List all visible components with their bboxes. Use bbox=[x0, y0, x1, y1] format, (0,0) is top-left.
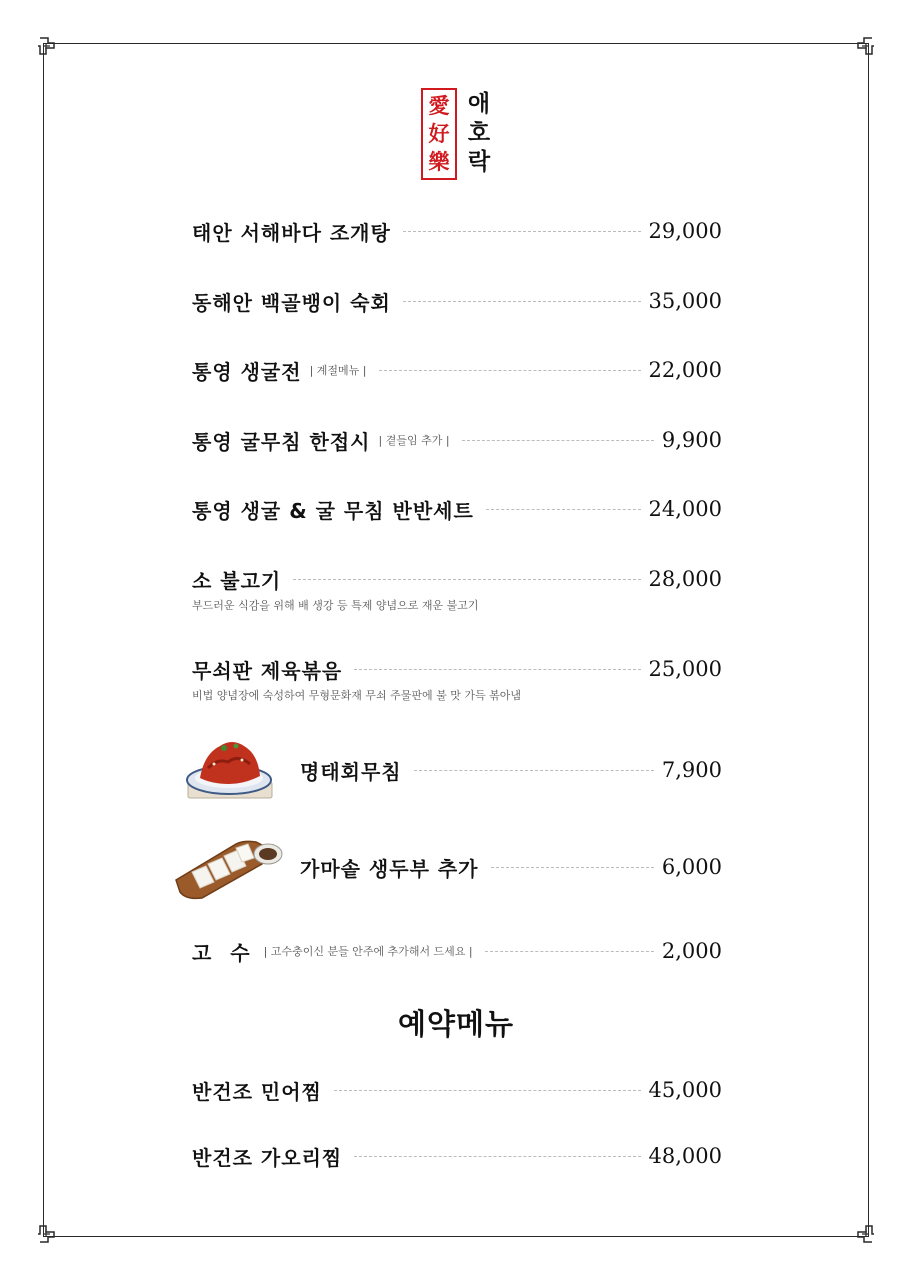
menu-item bbox=[192, 355, 722, 385]
menu-item-price: 45,000 bbox=[648, 1078, 722, 1102]
menu-item-price: 22,000 bbox=[648, 358, 722, 382]
menu-item bbox=[192, 1141, 722, 1171]
tofu-photo bbox=[172, 828, 288, 900]
section-title-reservation: 예약메뉴 bbox=[397, 1007, 515, 1041]
menu-item-price: 7,900 bbox=[661, 758, 722, 782]
menu-item-note: | 곁들임 추가 | bbox=[378, 434, 450, 447]
menu-item bbox=[192, 286, 722, 316]
logo-hangul-char: 애 bbox=[467, 91, 491, 117]
menu-item-price: 6,000 bbox=[661, 855, 722, 879]
logo-wordmark bbox=[464, 90, 494, 177]
menu-item-price: 2,000 bbox=[661, 939, 722, 963]
pollock-salad-photo bbox=[184, 734, 274, 806]
menu-item-price: 35,000 bbox=[648, 289, 722, 313]
dotted-leader bbox=[462, 440, 654, 441]
logo-seal bbox=[421, 88, 457, 180]
menu-item bbox=[300, 755, 722, 785]
menu-item-name: 태안 서해바다 조개탕 bbox=[192, 220, 391, 245]
dotted-leader bbox=[491, 867, 654, 868]
menu-item-price: 48,000 bbox=[648, 1144, 722, 1168]
menu-item-name: 동해안 백골뱅이 숙회 bbox=[192, 290, 391, 315]
dotted-leader bbox=[414, 770, 654, 771]
menu-item bbox=[192, 564, 722, 594]
menu-item bbox=[192, 425, 722, 455]
logo-hangul-char: 락 bbox=[467, 149, 491, 175]
logo-hanja-char: 樂 bbox=[428, 149, 450, 174]
dotted-leader bbox=[334, 1090, 641, 1091]
dotted-leader bbox=[379, 370, 641, 371]
menu-item-name: 가마솥 생두부 추가 bbox=[300, 856, 479, 881]
menu-item bbox=[192, 936, 722, 966]
logo-hanja-char: 好 bbox=[428, 121, 450, 146]
logo-hanja-char: 愛 bbox=[428, 93, 450, 118]
menu-item-name: 반건조 민어찜 bbox=[192, 1079, 322, 1104]
menu-item bbox=[300, 852, 722, 882]
menu-item-name: 통영 생굴전 bbox=[192, 359, 302, 384]
menu-item-price: 9,900 bbox=[661, 428, 722, 452]
menu-item-note: | 고수충이신 분들 안주에 추가해서 드세요 | bbox=[263, 945, 473, 958]
menu-item bbox=[192, 1075, 722, 1105]
menu-item-name: 무쇠판 제육볶음 bbox=[192, 658, 343, 683]
dotted-leader bbox=[354, 1156, 640, 1157]
menu-item-name: 반건조 가오리찜 bbox=[192, 1145, 343, 1170]
menu-item-price: 29,000 bbox=[648, 219, 722, 243]
menu-item-name: 고 수 bbox=[192, 940, 256, 965]
menu-item-note: | 계절메뉴 | bbox=[309, 364, 367, 377]
menu-item-price: 25,000 bbox=[648, 657, 722, 681]
corner-ornament-bottom-right bbox=[854, 1222, 876, 1244]
corner-ornament-bottom-left bbox=[36, 1222, 58, 1244]
dotted-leader bbox=[486, 509, 641, 510]
corner-ornament-top-right bbox=[854, 36, 876, 58]
menu-item-name: 통영 생굴 & 굴 무침 반반세트 bbox=[192, 498, 474, 523]
dotted-leader bbox=[293, 579, 640, 580]
menu-item-price: 28,000 bbox=[648, 567, 722, 591]
dotted-leader bbox=[403, 231, 641, 232]
dotted-leader bbox=[485, 951, 654, 952]
dotted-leader bbox=[403, 301, 641, 302]
menu-item bbox=[192, 216, 722, 246]
menu-item-price: 24,000 bbox=[648, 497, 722, 521]
menu-item-name: 명태회무침 bbox=[300, 759, 402, 784]
menu-item bbox=[192, 654, 722, 684]
menu-item-name: 소 불고기 bbox=[192, 568, 282, 593]
menu-item-name: 통영 굴무침 한접시 bbox=[192, 429, 371, 454]
dotted-leader bbox=[354, 669, 640, 670]
menu-item bbox=[192, 494, 722, 524]
corner-ornament-top-left bbox=[36, 36, 58, 58]
menu-item-description: 비법 양념장에 숙성하여 무형문화재 무쇠 주물판에 불 맛 가득 볶아냄 bbox=[192, 689, 521, 702]
logo-hangul-char: 호 bbox=[467, 120, 491, 146]
menu-item-description: 부드러운 식감을 위해 배 생강 등 특제 양념으로 재운 불고기 bbox=[192, 599, 479, 612]
